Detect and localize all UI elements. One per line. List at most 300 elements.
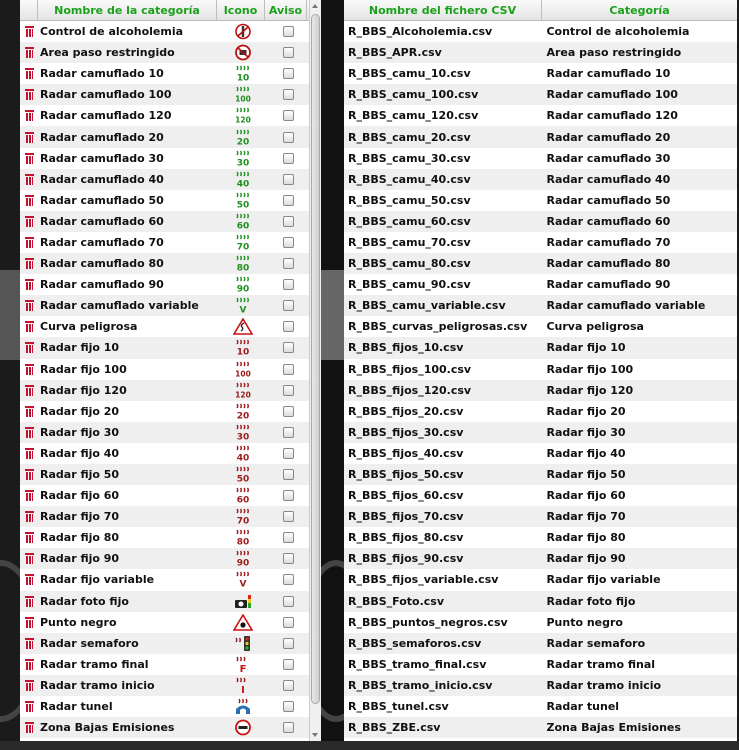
trash-icon[interactable] [25, 89, 34, 100]
aviso-checkbox[interactable] [283, 427, 294, 438]
table-row[interactable] [344, 337, 737, 358]
delete-button[interactable] [20, 469, 38, 480]
table-row[interactable] [20, 295, 321, 316]
table-row[interactable] [20, 633, 321, 654]
csv-file-name: R_BBS_fijos_100.csv [348, 362, 472, 376]
category-name: Radar camuflado 80 [40, 257, 164, 271]
csv-category: Radar camuflado 80 [546, 257, 671, 271]
category-name: Radar fijo 10 [40, 341, 120, 355]
table-row[interactable] [344, 548, 737, 569]
fixed-radar-30-icon [219, 424, 267, 441]
trash-column-header [20, 0, 38, 20]
delete-button[interactable] [20, 321, 38, 332]
aviso-checkbox[interactable] [283, 385, 294, 396]
csv-category: Radar camuflado 120 [546, 109, 678, 123]
csv-category: Radar fijo 70 [546, 510, 626, 524]
camouflaged-radar-10-icon [219, 65, 267, 82]
trash-icon[interactable] [25, 68, 34, 79]
table-row[interactable] [344, 253, 737, 274]
csv-file-name: R_BBS_camu_20.csv [348, 130, 471, 144]
csv-category: Radar semaforo [546, 636, 646, 650]
low-emission-zone-icon [219, 719, 267, 736]
csv-file-name: R_BBS_fijos_60.csv [348, 489, 464, 503]
csv-mapping-table-panel [344, 0, 737, 741]
csv-file-name: R_BBS_Foto.csv [348, 594, 445, 608]
table-row[interactable] [20, 169, 321, 190]
svg-text:40: 40 [236, 453, 250, 462]
delete-button[interactable] [20, 490, 38, 501]
delete-button[interactable] [20, 68, 38, 79]
delete-button[interactable] [20, 132, 38, 143]
csv-category: Radar camuflado 50 [546, 193, 671, 207]
trash-icon[interactable] [25, 511, 34, 522]
aviso-checkbox[interactable] [283, 68, 294, 79]
vertical-scrollbar[interactable] [309, 0, 321, 741]
aviso-checkbox[interactable] [283, 258, 294, 269]
table-row[interactable] [344, 274, 737, 295]
icon-header[interactable]: Icono [217, 0, 265, 20]
table-row[interactable] [20, 548, 321, 569]
aviso-checkbox[interactable] [283, 321, 294, 332]
trash-icon[interactable] [25, 110, 34, 121]
table-row[interactable] [20, 337, 321, 358]
delete-button[interactable] [20, 385, 38, 396]
table-row[interactable] [344, 126, 737, 147]
csv-category: Control de alcoholemia [546, 25, 690, 39]
fixed-radar-50-icon [219, 466, 267, 483]
trash-icon[interactable] [25, 195, 34, 206]
svg-text:40: 40 [236, 179, 250, 188]
csv-file-name: R_BBS_camu_50.csv [348, 193, 471, 207]
aviso-checkbox[interactable] [283, 110, 294, 121]
fixed-radar-120-icon [219, 382, 267, 399]
table-row[interactable] [20, 253, 321, 274]
svg-text:70: 70 [236, 242, 250, 251]
category-name: Radar camuflado variable [40, 299, 199, 313]
csv-file-name: R_BBS_camu_70.csv [348, 235, 471, 249]
table-row[interactable] [20, 485, 321, 506]
table-row[interactable] [344, 696, 737, 717]
delete-button[interactable] [20, 532, 38, 543]
csv-category: Radar fijo 60 [546, 489, 626, 503]
table-row[interactable] [20, 274, 321, 295]
aviso-checkbox[interactable] [283, 596, 294, 607]
fixed-radar-variable-icon [219, 571, 267, 588]
csv-category-header[interactable]: Categoría [609, 3, 670, 17]
aviso-checkbox[interactable] [283, 659, 294, 670]
aviso-checkbox[interactable] [283, 237, 294, 248]
camouflaged-radar-60-icon [219, 213, 267, 230]
svg-text:80: 80 [236, 537, 250, 547]
csv-table-header [344, 0, 737, 21]
camouflaged-radar-variable-icon [219, 297, 267, 314]
svg-text:10: 10 [236, 347, 250, 357]
table-row[interactable] [344, 148, 737, 169]
delete-button[interactable] [20, 279, 38, 290]
delete-button[interactable] [20, 659, 38, 670]
delete-button[interactable] [20, 110, 38, 121]
csv-file-name: R_BBS_tramo_final.csv [348, 657, 487, 671]
delete-button[interactable] [20, 680, 38, 691]
scroll-up-arrow-icon[interactable] [312, 4, 318, 8]
delete-button[interactable] [20, 596, 38, 607]
trash-icon[interactable] [25, 659, 34, 670]
photo-radar-icon [219, 593, 267, 610]
csv-category: Radar camuflado 90 [546, 278, 671, 292]
category-name: Radar camuflado 40 [40, 172, 164, 186]
delete-button[interactable] [20, 574, 38, 585]
csv-file-name: R_BBS_fijos_variable.csv [348, 573, 499, 587]
svg-text:100: 100 [235, 369, 251, 378]
aviso-checkbox[interactable] [283, 26, 294, 37]
svg-text:90: 90 [236, 284, 250, 294]
csv-category: Radar fijo 120 [546, 383, 634, 397]
category-rows [20, 21, 321, 738]
trash-icon[interactable] [25, 279, 34, 290]
category-name: Radar semaforo [40, 636, 139, 650]
category-name: Radar fijo 30 [40, 425, 120, 439]
trash-icon[interactable] [25, 638, 34, 649]
aviso-checkbox[interactable] [283, 89, 294, 100]
category-name: Radar camuflado 120 [40, 109, 172, 123]
category-name-header[interactable]: Nombre de la categoría [38, 0, 217, 20]
table-row[interactable] [344, 105, 737, 126]
aviso-checkbox[interactable] [283, 680, 294, 691]
table-row[interactable] [344, 654, 737, 675]
csv-category: Radar foto fijo [546, 594, 636, 608]
category-name: Area paso restringido [40, 46, 175, 60]
table-row[interactable] [20, 717, 321, 738]
trash-icon[interactable] [25, 216, 34, 227]
category-table-panel [20, 0, 321, 741]
table-row[interactable] [344, 295, 737, 316]
trash-icon[interactable] [25, 490, 34, 501]
delete-button[interactable] [20, 258, 38, 269]
category-name: Curva peligrosa [40, 320, 138, 334]
csv-file-name: R_BBS_camu_variable.csv [348, 299, 506, 313]
trash-icon[interactable] [25, 385, 34, 396]
table-row[interactable] [20, 696, 321, 717]
black-spot-icon [219, 614, 267, 631]
csv-category: Radar camuflado 20 [546, 130, 671, 144]
csv-category: Radar camuflado 40 [546, 172, 671, 186]
csv-file-name: R_BBS_camu_80.csv [348, 257, 471, 271]
csv-file-name: R_BBS_curvas_peligrosas.csv [348, 320, 528, 334]
csv-category: Radar fijo 100 [546, 362, 634, 376]
category-name: Radar fijo 90 [40, 552, 120, 566]
csv-file-name: R_BBS_ZBE.csv [348, 721, 441, 735]
aviso-checkbox[interactable] [283, 511, 294, 522]
aviso-checkbox[interactable] [283, 174, 294, 185]
aviso-checkbox[interactable] [283, 638, 294, 649]
trash-icon[interactable] [25, 596, 34, 607]
traffic-light-radar-icon [219, 635, 267, 652]
aviso-checkbox[interactable] [283, 553, 294, 564]
trash-icon[interactable] [25, 680, 34, 691]
table-row[interactable] [20, 148, 321, 169]
csv-category: Radar camuflado 60 [546, 214, 671, 228]
csv-category: Radar tramo final [546, 657, 656, 671]
aviso-checkbox[interactable] [283, 47, 294, 58]
delete-button[interactable] [20, 237, 38, 248]
camouflaged-radar-70-icon [219, 234, 267, 251]
csv-category: Radar camuflado 100 [546, 88, 678, 102]
aviso-checkbox[interactable] [283, 300, 294, 311]
table-row[interactable] [344, 169, 737, 190]
csv-category: Radar tunel [546, 700, 620, 714]
aviso-checkbox[interactable] [283, 279, 294, 290]
trash-icon[interactable] [25, 342, 34, 353]
svg-text:30: 30 [236, 158, 250, 167]
category-name: Radar camuflado 50 [40, 193, 164, 207]
table-row[interactable] [344, 380, 737, 401]
csv-category: Area paso restringido [546, 46, 682, 60]
csv-file-name: R_BBS_fijos_20.csv [348, 404, 464, 418]
csv-rows [344, 21, 737, 738]
trash-icon[interactable] [25, 174, 34, 185]
csv-file-name: R_BBS_tunel.csv [348, 700, 449, 714]
category-name: Radar tramo inicio [40, 678, 155, 692]
trash-icon[interactable] [25, 722, 34, 733]
fixed-radar-80-icon [219, 529, 267, 546]
table-row[interactable] [344, 675, 737, 696]
table-row[interactable] [20, 612, 321, 633]
table-row[interactable] [344, 464, 737, 485]
delete-button[interactable] [20, 195, 38, 206]
category-name: Radar tunel [40, 700, 113, 714]
trash-icon[interactable] [25, 153, 34, 164]
table-row[interactable] [20, 316, 321, 337]
table-row[interactable] [344, 42, 737, 63]
delete-button[interactable] [20, 216, 38, 227]
camouflaged-radar-100-icon [219, 86, 267, 103]
csv-file-name: R_BBS_Alcoholemia.csv [348, 25, 493, 39]
delete-button[interactable] [20, 553, 38, 564]
table-row[interactable] [20, 380, 321, 401]
table-row[interactable] [344, 717, 737, 738]
table-row[interactable] [20, 190, 321, 211]
aviso-checkbox[interactable] [283, 701, 294, 712]
table-row[interactable] [20, 591, 321, 612]
svg-text:50: 50 [236, 200, 250, 209]
delete-button[interactable] [20, 406, 38, 417]
camouflaged-radar-90-icon [219, 276, 267, 293]
aviso-checkbox[interactable] [283, 722, 294, 733]
table-row[interactable] [20, 422, 321, 443]
aviso-checkbox[interactable] [283, 153, 294, 164]
trash-icon[interactable] [25, 364, 34, 375]
delete-button[interactable] [20, 427, 38, 438]
category-name: Radar camuflado 20 [40, 130, 164, 144]
table-row[interactable] [20, 443, 321, 464]
aviso-checkbox[interactable] [283, 195, 294, 206]
csv-file-name: R_BBS_fijos_70.csv [348, 510, 464, 524]
trash-icon[interactable] [25, 47, 34, 58]
csv-file-name: R_BBS_fijos_10.csv [348, 341, 464, 355]
csv-file-name: R_BBS_fijos_80.csv [348, 531, 464, 545]
csv-file-name: R_BBS_fijos_120.csv [348, 383, 472, 397]
table-row[interactable] [344, 21, 737, 42]
trash-icon[interactable] [25, 26, 34, 37]
category-table-header [20, 0, 321, 21]
trash-icon[interactable] [25, 574, 34, 585]
aviso-checkbox[interactable] [283, 617, 294, 628]
tunnel-radar-icon [219, 698, 267, 715]
section-radar-end-icon [219, 656, 267, 673]
delete-button[interactable] [20, 617, 38, 628]
delete-button[interactable] [20, 701, 38, 712]
fixed-radar-60-icon [219, 487, 267, 504]
csv-file-name: R_BBS_camu_90.csv [348, 278, 471, 292]
table-row[interactable] [20, 506, 321, 527]
category-name: Radar camuflado 100 [40, 88, 172, 102]
delete-button[interactable] [20, 174, 38, 185]
csv-category: Radar fijo 50 [546, 468, 626, 482]
scroll-down-arrow-icon[interactable] [312, 733, 318, 737]
table-row[interactable] [344, 84, 737, 105]
table-row[interactable] [344, 211, 737, 232]
delete-button[interactable] [20, 300, 38, 311]
trash-icon[interactable] [25, 617, 34, 628]
table-row[interactable] [344, 633, 737, 654]
delete-button[interactable] [20, 47, 38, 58]
delete-button[interactable] [20, 448, 38, 459]
table-row[interactable] [20, 126, 321, 147]
csv-category: Radar tramo inicio [546, 678, 662, 692]
table-row[interactable] [20, 84, 321, 105]
aviso-checkbox[interactable] [283, 574, 294, 585]
delete-button[interactable] [20, 364, 38, 375]
aviso-checkbox[interactable] [283, 216, 294, 227]
alcohol-icon [219, 23, 267, 40]
delete-button[interactable] [20, 89, 38, 100]
table-row[interactable] [344, 401, 737, 422]
table-row[interactable] [344, 443, 737, 464]
trash-icon[interactable] [25, 427, 34, 438]
aviso-checkbox[interactable] [283, 532, 294, 543]
table-row[interactable] [344, 506, 737, 527]
csv-file-name: R_BBS_puntos_negros.csv [348, 615, 508, 629]
category-name: Radar fijo variable [40, 573, 155, 587]
csv-file-name: R_BBS_camu_40.csv [348, 172, 471, 186]
trash-icon[interactable] [25, 532, 34, 543]
svg-text:10: 10 [236, 73, 250, 83]
fixed-radar-10-icon [219, 339, 267, 356]
table-row[interactable] [344, 422, 737, 443]
trash-icon[interactable] [25, 258, 34, 269]
svg-text:20: 20 [236, 411, 250, 420]
aviso-checkbox[interactable] [283, 342, 294, 353]
table-row[interactable] [344, 232, 737, 253]
table-row[interactable] [20, 232, 321, 253]
delete-button[interactable] [20, 511, 38, 522]
table-row[interactable] [344, 569, 737, 590]
table-row[interactable] [20, 42, 321, 63]
category-name: Radar camuflado 70 [40, 235, 164, 249]
table-row[interactable] [344, 612, 737, 633]
table-row[interactable] [20, 359, 321, 380]
trash-icon[interactable] [25, 237, 34, 248]
trash-icon[interactable] [25, 448, 34, 459]
csv-category: Radar fijo 20 [546, 404, 626, 418]
table-row[interactable] [20, 401, 321, 422]
svg-text:30: 30 [236, 432, 250, 441]
table-row[interactable] [20, 63, 321, 84]
table-row[interactable] [344, 316, 737, 337]
camouflaged-radar-80-icon [219, 255, 267, 272]
table-row[interactable] [20, 21, 321, 42]
fixed-radar-90-icon [219, 550, 267, 567]
scroll-thumb[interactable] [311, 14, 320, 704]
table-row[interactable] [20, 105, 321, 126]
table-row[interactable] [20, 654, 321, 675]
category-name: Radar fijo 80 [40, 531, 120, 545]
svg-text:I: I [241, 684, 245, 694]
table-row[interactable] [344, 63, 737, 84]
camouflaged-radar-50-icon [219, 192, 267, 209]
table-row[interactable] [344, 527, 737, 548]
trash-icon[interactable] [25, 132, 34, 143]
dangerous-curve-icon [219, 318, 267, 335]
csv-category: Zona Bajas Emisiones [546, 721, 681, 735]
delete-button[interactable] [20, 638, 38, 649]
trash-icon[interactable] [25, 469, 34, 480]
aviso-checkbox[interactable] [283, 448, 294, 459]
category-name: Radar fijo 100 [40, 362, 127, 376]
table-row[interactable] [20, 569, 321, 590]
csv-file-name: R_BBS_camu_100.csv [348, 88, 479, 102]
aviso-header[interactable]: Aviso [265, 0, 307, 20]
aviso-checkbox[interactable] [283, 469, 294, 480]
delete-button[interactable] [20, 722, 38, 733]
table-row[interactable] [344, 359, 737, 380]
delete-button[interactable] [20, 26, 38, 37]
csv-file-name: R_BBS_tramo_inicio.csv [348, 678, 493, 692]
csv-category: Radar fijo 30 [546, 425, 626, 439]
csv-category: Radar camuflado 70 [546, 235, 671, 249]
table-row[interactable] [20, 527, 321, 548]
trash-icon[interactable] [25, 321, 34, 332]
table-row[interactable] [344, 190, 737, 211]
aviso-checkbox[interactable] [283, 490, 294, 501]
trash-icon[interactable] [25, 701, 34, 712]
csv-file-name: R_BBS_fijos_50.csv [348, 468, 464, 482]
svg-text:50: 50 [236, 474, 250, 484]
trash-icon[interactable] [25, 406, 34, 417]
table-row[interactable] [20, 211, 321, 232]
csv-category: Radar fijo 40 [546, 446, 626, 460]
trash-icon[interactable] [25, 553, 34, 564]
trash-icon[interactable] [25, 300, 34, 311]
table-row[interactable] [344, 591, 737, 612]
fixed-radar-70-icon [219, 508, 267, 525]
table-row[interactable] [20, 464, 321, 485]
svg-text:F: F [239, 663, 247, 673]
csv-file-header[interactable]: Nombre del fichero CSV [344, 0, 542, 20]
aviso-checkbox[interactable] [283, 132, 294, 143]
aviso-checkbox[interactable] [283, 406, 294, 417]
category-name: Radar fijo 70 [40, 510, 120, 524]
svg-text:120: 120 [235, 115, 251, 125]
table-row[interactable] [20, 675, 321, 696]
svg-text:V: V [239, 305, 247, 315]
delete-button[interactable] [20, 342, 38, 353]
aviso-checkbox[interactable] [283, 364, 294, 375]
delete-button[interactable] [20, 153, 38, 164]
table-row[interactable] [344, 485, 737, 506]
category-name: Radar fijo 120 [40, 383, 127, 397]
svg-text:90: 90 [236, 558, 250, 568]
